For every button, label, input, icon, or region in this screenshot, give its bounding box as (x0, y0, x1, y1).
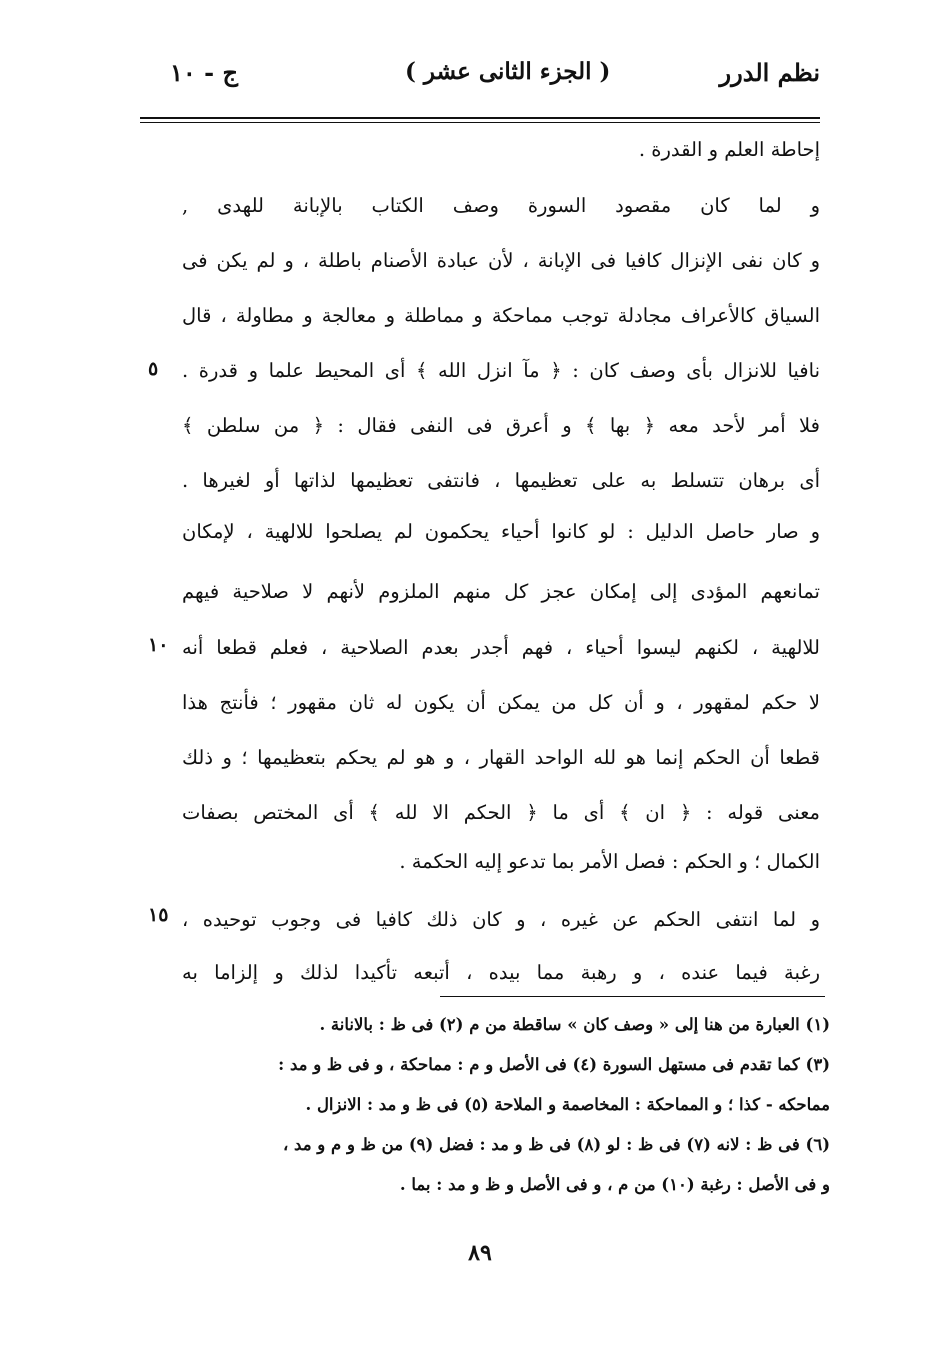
text-line: فلا أمر لأحد معه ﴿ بها ﴾ و أعرق فى النفى فقال : ﴿ من سلطن ﴾ (182, 414, 820, 437)
line-number-5: ٥ (148, 358, 159, 380)
text-line: إحاطة العلم و القدرة . (638, 138, 820, 161)
footnote-line: و فى الأصل : رغبة (١٠) من م ، و فى الأصل و ظ و مد : بما . (399, 1175, 830, 1194)
header-volume: ج - ١٠ (170, 58, 238, 87)
header-rule-thin (140, 122, 820, 123)
text-line: تمانعهم المؤدى إلى إمكان عجز كل منهم الملزوم لأنهم لا صلاحية فيهم (182, 580, 820, 603)
text-line: للالهية ، لكنهم ليسوا أحياء ، فهم أجدر بعدم الصلاحية ، فعلم قطعا أنه (182, 636, 820, 659)
header-part-title: ( الجزء الثانى عشر ) (405, 58, 611, 85)
text-line: معنى قوله : ﴿ ان ﴾ أى ما ﴿ الحكم الا لله ﴾ أى المختص بصفات (182, 801, 820, 824)
line-number-15: ١٥ (148, 904, 169, 926)
footnote-line: مماحكه - كذا ؛ و المماحكة : المخاصمة و الملاحة (٥) فى ظ و مد : الانزال . (305, 1095, 830, 1114)
footnote-separator (440, 996, 825, 997)
page-number: ٨٩ (468, 1240, 492, 1266)
text-line: و كان نفى الإنزال كافيا فى الإبانة ، لأن عبادة الأصنام باطلة ، و لم يكن فى (182, 249, 820, 272)
text-line: و لما انتفى الحكم عن غيره ، و كان ذلك كافيا فى وجوب توحيده ، (182, 908, 820, 931)
footnote-line: (١) العبارة من هنا إلى « وصف كان » ساقطة من م (٢) فى ظ : بالانانة . (319, 1015, 830, 1034)
text-line: قطعا أن الحكم إنما هو لله الواحد القهار ، و هو لم يحكم بتعظيمها ؛ و ذلك (182, 746, 820, 769)
footnote-line: (٣) كما تقدم فى مستهل السورة (٤) فى الأصل و م : مماحكة ، و فى ظ و مد : (278, 1055, 830, 1074)
header-book-title: نظم الدرر (719, 58, 820, 87)
text-line: الكمال ؛ و الحكم : فصل الأمر بما تدعو إليه الحكمة . (399, 850, 820, 873)
text-line: رغبة فيما عنده ، و رهبة مما بيده ، أتبعه تأكيدا لذلك و إلزاما به (182, 961, 820, 984)
running-header (170, 58, 820, 98)
text-line: أى برهان تتسلط به على تعظيمها ، فانتفى تعظيمها لذاتها أو لغيرها . (182, 469, 820, 492)
text-line: نافيا للانزال بأى وصف كان : ﴿ مآ انزل الله ﴾ أى المحيط علما و قدرة . (182, 359, 820, 382)
text-line: و لما كان مقصود السورة وصف الكتاب بالإبانة للهدى , (182, 194, 820, 217)
text-line: لا حكم لمقهور ، و أن كل من يمكن أن يكون له ثان مقهور ؛ فأنتج هذا (182, 691, 820, 714)
header-rule-thick (140, 117, 820, 119)
line-number-10: ١٠ (148, 634, 169, 656)
text-line: السياق كالأعراف مجادلة توجب مماحكة و مماطلة و معالجة و مطاولة ، قال (182, 304, 820, 327)
text-line: و صار حاصل الدليل : لو كانوا أحياء يحكمون لم يصلحوا للالهية ، لإمكان (182, 520, 820, 543)
footnote-line: (٦) فى ظ : لانه (٧) فى ظ : لو (٨) فى ظ و مد : فضل (٩) من ظ و م و مد ، (282, 1135, 830, 1154)
